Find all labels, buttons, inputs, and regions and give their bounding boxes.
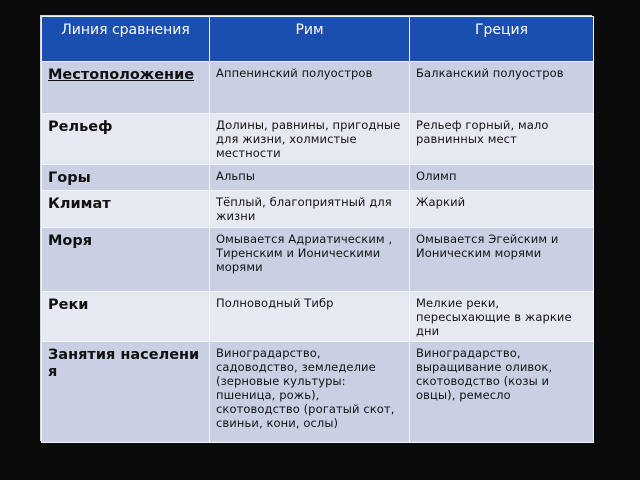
row-label: Занятия населения [42, 342, 210, 443]
rome-cell: Полноводный Тибр [210, 292, 410, 342]
greece-cell: Олимп [410, 165, 594, 191]
greece-cell: Омывается Эгейским и Ионическим морями [410, 228, 594, 292]
table-row [42, 228, 594, 292]
row-label: Моря [42, 228, 210, 292]
header-rome [210, 17, 410, 62]
rome-cell: Альпы [210, 165, 410, 191]
table-row [42, 114, 594, 165]
greece-cell: Рельеф горный, мало равнинных мест [410, 114, 594, 165]
table-row [42, 191, 594, 228]
table-header-row [42, 17, 594, 62]
header-text: Рим [295, 22, 324, 38]
greece-cell: Жаркий [410, 191, 594, 228]
table-row [42, 292, 594, 342]
row-label-text: Местоположение [48, 67, 195, 83]
rome-cell: Тёплый, благоприятный для жизни [210, 191, 410, 228]
greece-cell: Виноградарство, выращивание оливок, скотоводство (козы и овцы), ремесло [410, 342, 594, 443]
comparison-table [41, 16, 594, 443]
table-row [42, 342, 594, 443]
header-text: Греция [474, 22, 529, 38]
greece-cell: Балканский полуостров [410, 62, 594, 114]
row-label: Горы [42, 165, 210, 191]
row-label [42, 62, 210, 114]
rome-cell: Омывается Адриатическим , Тиренским и Ионическими морями [210, 228, 410, 292]
row-label: Климат [42, 191, 210, 228]
row-label: Рельеф [42, 114, 210, 165]
rome-cell: Долины, равнины, пригодные для жизни, холмистые местности [210, 114, 410, 165]
rome-cell: Виноградарство, садоводство, земледелие (зерновые культуры: пшеница, рожь), скотоводство (рогатый скот, свиньи, кони, ослы) [210, 342, 410, 443]
row-label: Реки [42, 292, 210, 342]
header-comparison-line [42, 17, 210, 62]
rome-cell: Аппенинский полуостров [210, 62, 410, 114]
header-greece [410, 17, 594, 62]
table-row [42, 62, 594, 114]
header-text: Линия сравнения [61, 22, 190, 38]
comparison-table-container [40, 15, 592, 441]
greece-cell: Мелкие реки, пересыхающие в жаркие дни [410, 292, 594, 342]
table-row [42, 165, 594, 191]
